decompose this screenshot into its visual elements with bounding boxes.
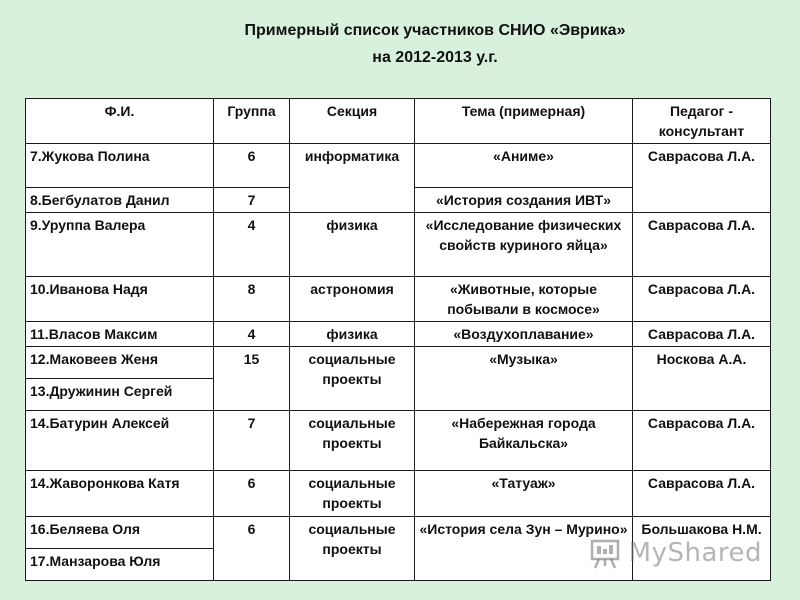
participant-teacher: Большакова Н.М. xyxy=(633,517,771,581)
participant-teacher: Носкова А.А. xyxy=(633,347,771,411)
participant-name: 8.Бегбулатов Данил xyxy=(26,188,214,213)
participant-name: 14.Батурин Алексей xyxy=(26,411,214,471)
participant-name: 13.Дружинин Сергей xyxy=(26,379,214,411)
watermark xyxy=(589,536,762,570)
participants-table xyxy=(25,98,771,581)
column-header-group: Группа xyxy=(214,99,290,144)
participant-group: 7 xyxy=(214,411,290,471)
participant-group: 4 xyxy=(214,213,290,277)
participant-group: 8 xyxy=(214,277,290,322)
table-header-row xyxy=(26,99,771,144)
participant-group: 15 xyxy=(214,347,290,411)
column-header-name: Ф.И. xyxy=(26,99,214,144)
page-subtitle: на 2012-2013 у.г. xyxy=(372,49,498,66)
participant-topic: «Воздухоплавание» xyxy=(415,322,633,347)
participant-section: социальные проекты xyxy=(290,411,415,471)
column-header-topic: Тема (примерная) xyxy=(415,99,633,144)
table-row xyxy=(26,471,771,517)
table-row xyxy=(26,277,771,322)
participant-name: 17.Манзарова Юля xyxy=(26,549,214,581)
participant-section: физика xyxy=(290,213,415,277)
participant-name: 9.Уруппа Валера xyxy=(26,213,214,277)
participant-topic: «Набережная города Байкальска» xyxy=(415,411,633,471)
participant-group: 4 xyxy=(214,322,290,347)
participant-topic: «Аниме» xyxy=(415,144,633,188)
presentation-board-icon xyxy=(589,536,623,570)
table-row xyxy=(26,411,771,471)
participant-topic: «Исследование физических свойств куриного яйца» xyxy=(415,213,633,277)
page-title: Примерный список участников СНИО «Эврика» xyxy=(244,22,626,39)
participant-teacher: Саврасова Л.А. xyxy=(633,144,771,213)
participant-topic: «Татуаж» xyxy=(415,471,633,517)
participant-section: социальные проекты xyxy=(290,517,415,581)
table-row xyxy=(26,322,771,347)
participant-name: 7.Жукова Полина xyxy=(26,144,214,188)
participant-topic: «Музыка» xyxy=(415,347,633,411)
table-row xyxy=(26,213,771,277)
participant-topic: «История создания ИВТ» xyxy=(415,188,633,213)
participant-topic: «Животные, которые побывали в космосе» xyxy=(415,277,633,322)
column-header-section: Секция xyxy=(290,99,415,144)
participant-teacher: Саврасова Л.А. xyxy=(633,411,771,471)
participant-section: астрономия xyxy=(290,277,415,322)
participant-topic: «История села Зун – Мурино» xyxy=(415,517,633,581)
participant-section: информатика xyxy=(290,144,415,213)
participant-name: 12.Маковеев Женя xyxy=(26,347,214,379)
table-row xyxy=(26,347,771,379)
participant-teacher: Саврасова Л.А. xyxy=(633,322,771,347)
participant-section: социальные проекты xyxy=(290,347,415,411)
participant-name: 14.Жаворонкова Катя xyxy=(26,471,214,517)
participant-section: социальные проекты xyxy=(290,471,415,517)
watermark-text: MyShared xyxy=(628,538,762,568)
participant-group: 6 xyxy=(214,471,290,517)
participant-name: 16.Беляева Оля xyxy=(26,517,214,549)
participant-group: 6 xyxy=(214,144,290,188)
participant-name: 11.Власов Максим xyxy=(26,322,214,347)
participant-group: 6 xyxy=(214,517,290,581)
participant-teacher: Саврасова Л.А. xyxy=(633,213,771,277)
participant-group: 7 xyxy=(214,188,290,213)
participant-section: физика xyxy=(290,322,415,347)
participant-teacher: Саврасова Л.А. xyxy=(633,471,771,517)
column-header-teacher: Педагог - консультант xyxy=(633,99,771,144)
table-row xyxy=(26,144,771,188)
participant-name: 10.Иванова Надя xyxy=(26,277,214,322)
participant-teacher: Саврасова Л.А. xyxy=(633,277,771,322)
